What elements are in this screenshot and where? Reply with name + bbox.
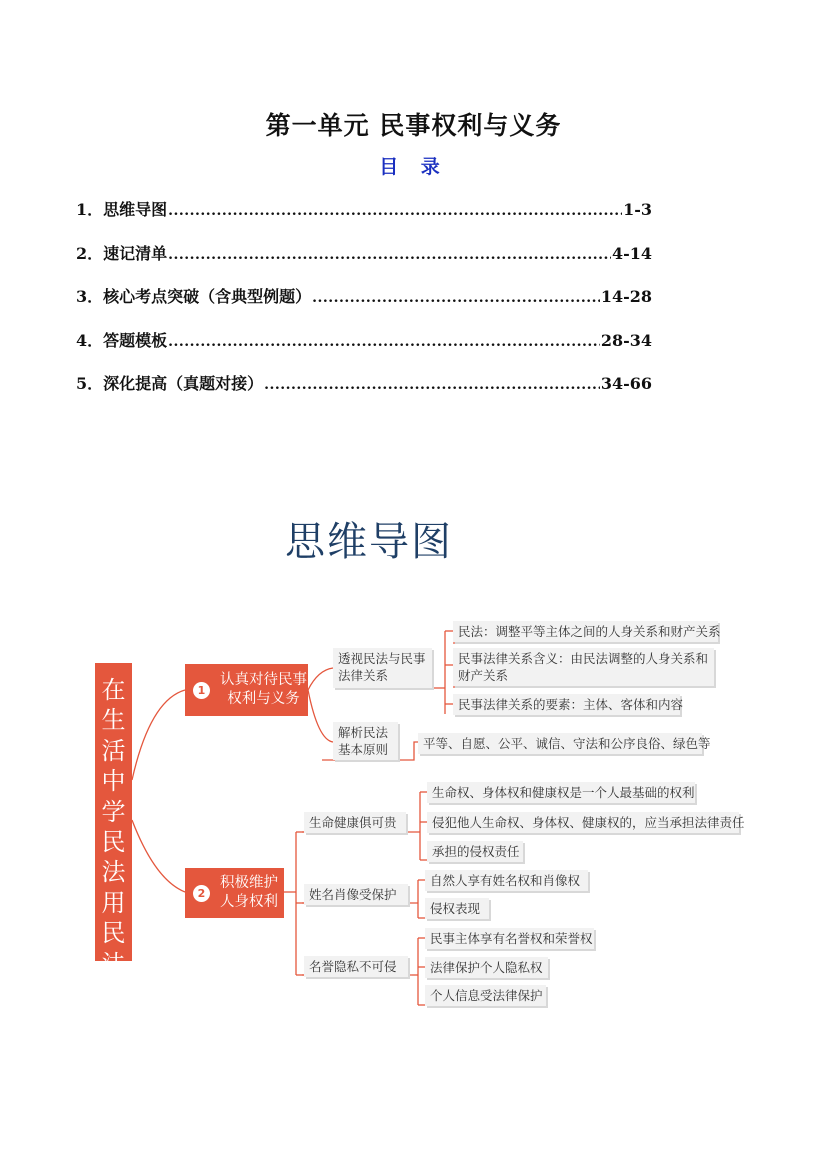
toc-number: 5． xyxy=(76,374,104,393)
mindmap-leaf: 民事法律关系的要素：主体、客体和内容 xyxy=(453,694,680,715)
mindmap-leaf: 承担的侵权责任 xyxy=(427,841,523,862)
mindmap-leaf: 侵权表现 xyxy=(425,898,489,919)
root-char: 中 xyxy=(101,767,126,796)
mindmap-root xyxy=(95,663,132,978)
branch-number-icon: 2 xyxy=(193,885,210,902)
toc-pages: 14-28 xyxy=(600,287,652,306)
branch-label-line: 权利与义务 xyxy=(227,691,300,707)
mindmap-sub-node: 姓名肖像受保护 xyxy=(304,884,408,905)
branch-label-line: 人身权利 xyxy=(220,894,278,910)
root-char: 生 xyxy=(101,706,126,735)
root-char: 学 xyxy=(101,797,126,826)
branch-label-line: 认真对待民事 xyxy=(220,672,307,688)
toc-label: 深化提高（真题对接） xyxy=(103,374,264,393)
mindmap-branch-2 xyxy=(185,868,284,918)
toc-label: 答题模板 xyxy=(103,330,168,350)
mindmap-sub-node: 透视民法与民事法律关系 xyxy=(333,648,432,688)
root-char: 法 xyxy=(101,858,126,887)
mindmap-leaf: 生命权、身体权和健康权是一个人最基础的权利 xyxy=(427,782,695,803)
toc-number: 3． xyxy=(76,287,104,306)
mindmap-leaf: 法律保护个人隐私权 xyxy=(425,957,548,978)
toc-label: 速记清单 xyxy=(103,243,168,263)
root-char: 民 xyxy=(101,919,126,948)
toc-number: 2． xyxy=(76,243,104,263)
root-char: 民 xyxy=(101,828,126,857)
mindmap-leaf: 侵犯他人生命权、身体权、健康权的，应当承担法律责任 xyxy=(427,812,739,833)
toc-pages: 1-3 xyxy=(623,200,652,219)
mindmap-leaf: 民法：调整平等主体之间的人身关系和财产关系 xyxy=(453,621,718,642)
root-char: 法 xyxy=(101,949,126,978)
mindmap-leaf: 个人信息受法律保护 xyxy=(425,985,546,1006)
mindmap-sub-node: 名誉隐私不可侵 xyxy=(304,956,408,977)
branch-label-line: 积极维护 xyxy=(220,875,278,891)
toc-heading: 目 录 xyxy=(379,156,448,178)
mindmap-sub-node: 解析民法基本原则 xyxy=(333,722,398,760)
toc-label: 思维导图 xyxy=(103,200,168,219)
branch-number-icon: 1 xyxy=(193,682,210,699)
mindmap-leaf: 平等、自愿、公平、诚信、守法和公序良俗、绿色等 xyxy=(418,733,702,754)
mindmap-leaf: 自然人享有姓名权和肖像权 xyxy=(425,870,588,891)
toc-pages: 4-14 xyxy=(611,243,652,263)
root-char: 用 xyxy=(101,888,126,917)
document-title: 第一单元 民事权利与义务 xyxy=(265,111,562,140)
root-char: 活 xyxy=(101,736,126,765)
mindmap-leaf: 民事主体享有名誉权和荣誉权 xyxy=(425,928,594,949)
mindmap-branch-1 xyxy=(185,664,308,716)
mindmap-heading: 思维导图 xyxy=(285,519,453,565)
root-char: 在 xyxy=(101,676,126,704)
toc-pages: 34-66 xyxy=(600,374,652,393)
toc-pages: 28-34 xyxy=(600,330,652,350)
mindmap-sub-node: 生命健康俱可贵 xyxy=(304,812,406,833)
toc-number: 4． xyxy=(76,330,104,350)
toc-label: 核心考点突破（含典型例题） xyxy=(103,287,312,306)
mindmap-leaf: 民事法律关系含义：由民法调整的人身关系和财产关系 xyxy=(453,648,714,686)
toc-number: 1． xyxy=(76,200,104,219)
